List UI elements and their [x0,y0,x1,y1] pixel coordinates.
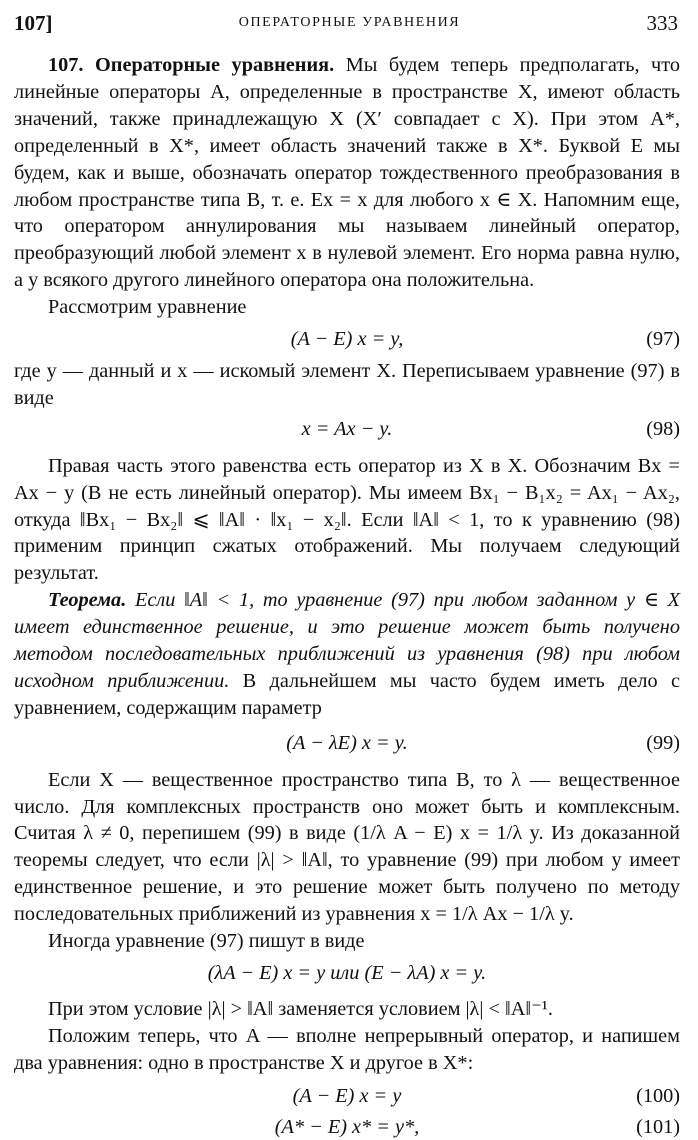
equation-100-body: (A − E) x = y [292,1084,402,1107]
theorem-label: Теорема. [48,589,127,612]
paragraph-condition: При этом условие |λ| > ‖A‖ заменяется условием |λ| < ‖A‖⁻¹. [48,997,553,1020]
equation-97-number: (97) [646,328,680,351]
paragraph-compact-operator: Положим теперь, что A — вполне непрерывный оператор, и напишем два уравнения: одно в пространстве X и другое в X*: [14,1024,680,1074]
equation-101 [14,1114,680,1140]
equation-100 [14,1083,680,1110]
equation-99-body: (A − λE) x = y. [286,731,408,754]
equation-101-number: (101) [636,1115,680,1138]
theorem-continuation: В дальнейшем мы часто будем иметь дело с уравнением, содержащим параметр [14,669,680,719]
equation-alternative [14,960,680,987]
paragraph-contraction: Правая часть этого равенства есть оператор из X в X. Обозначим Bx = Ax − y (B не есть линейный оператор). Мы имеем Bx₁ − B₁x₂ = Ax₁ − Ax₂, откуда ‖Bx₁ − Bx₂‖ ⩽ ‖A‖ · ‖x₁ − x₂‖. Если ‖A‖ < 1, то к уравнению (98) применим принцип сжатых отображений. Мы получаем следующий результат. [14,454,680,585]
equation-99 [14,730,680,757]
paragraph-theorem [14,587,680,722]
equation-alternative-body: (λA − E) x = y или (E − λA) x = y. [207,962,487,984]
running-title: ОПЕРАТОРНЫЕ УРАВНЕНИЯ [238,15,461,30]
intro-text: Мы будем теперь предполагать, что линейные операторы A, определенные в пространстве X, имеют область значений, также принадлежащую X (X′ совпадает с X). При этом A*, определенный в X*, имеет область значений также в X*. Буквой E мы будем, как и выше, обозначать оператор тождественного преобразования в любом пространстве типа B, т. е. Ex = x для любого x ∈ X. Напомним еще, что оператором аннулирования мы называем линейный оператор, преобразующий любой элемент x в нулевой элемент. Его норма равна нулю, а у всякого другого линейного оператора она положительна. [14,54,680,292]
equation-99-number: (99) [646,731,680,754]
equation-97 [14,326,680,353]
equation-98 [14,416,680,443]
equation-100-number: (100) [636,1084,680,1107]
page-number: 333 [646,10,678,35]
section-heading: 107. Операторные уравнения. [48,54,335,76]
paragraph-sometimes: Иногда уравнение (97) пишут в виде [48,930,365,953]
equation-98-body: x = Ax − y. [301,417,393,440]
paragraph-rewrite: где y — данный и x — искомый элемент X. Переписываем уравнение (97) в виде [14,359,680,409]
paragraph-intro [14,52,680,294]
paragraph-consider: Рассмотрим уравнение [48,296,247,319]
body-text [14,52,680,1140]
equation-101-body: (A* − E) x* = y*, [274,1115,420,1138]
paragraph-real-complex: Если X — вещественное пространство типа B, то λ — вещественное число. Для комплексных пространств оно может быть и комплексным. Считая λ ≠ 0, перепишем (99) в виде (1/λ A − E) x = 1/λ y. Из доказанной теоремы следует, что если |λ| > ‖A‖, то уравнение (99) при любом y имеет единственное решение, и это решение может быть получено по методу последовательных приближений из уравнения x = 1/λ Ax − 1/λ y. [14,768,680,926]
theorem-statement: Если ‖A‖ < 1, то уравнение (97) при любом заданном y ∈ X имеет единственное решение, и это решение может быть получено методом последовательных приближений из уравнения (98) при любом исходном приближении. [14,589,680,692]
equation-97-body: (A − E) x = y, [290,328,404,351]
equation-98-number: (98) [646,417,680,440]
section-reference: 107] [14,10,53,35]
running-header [14,8,678,38]
